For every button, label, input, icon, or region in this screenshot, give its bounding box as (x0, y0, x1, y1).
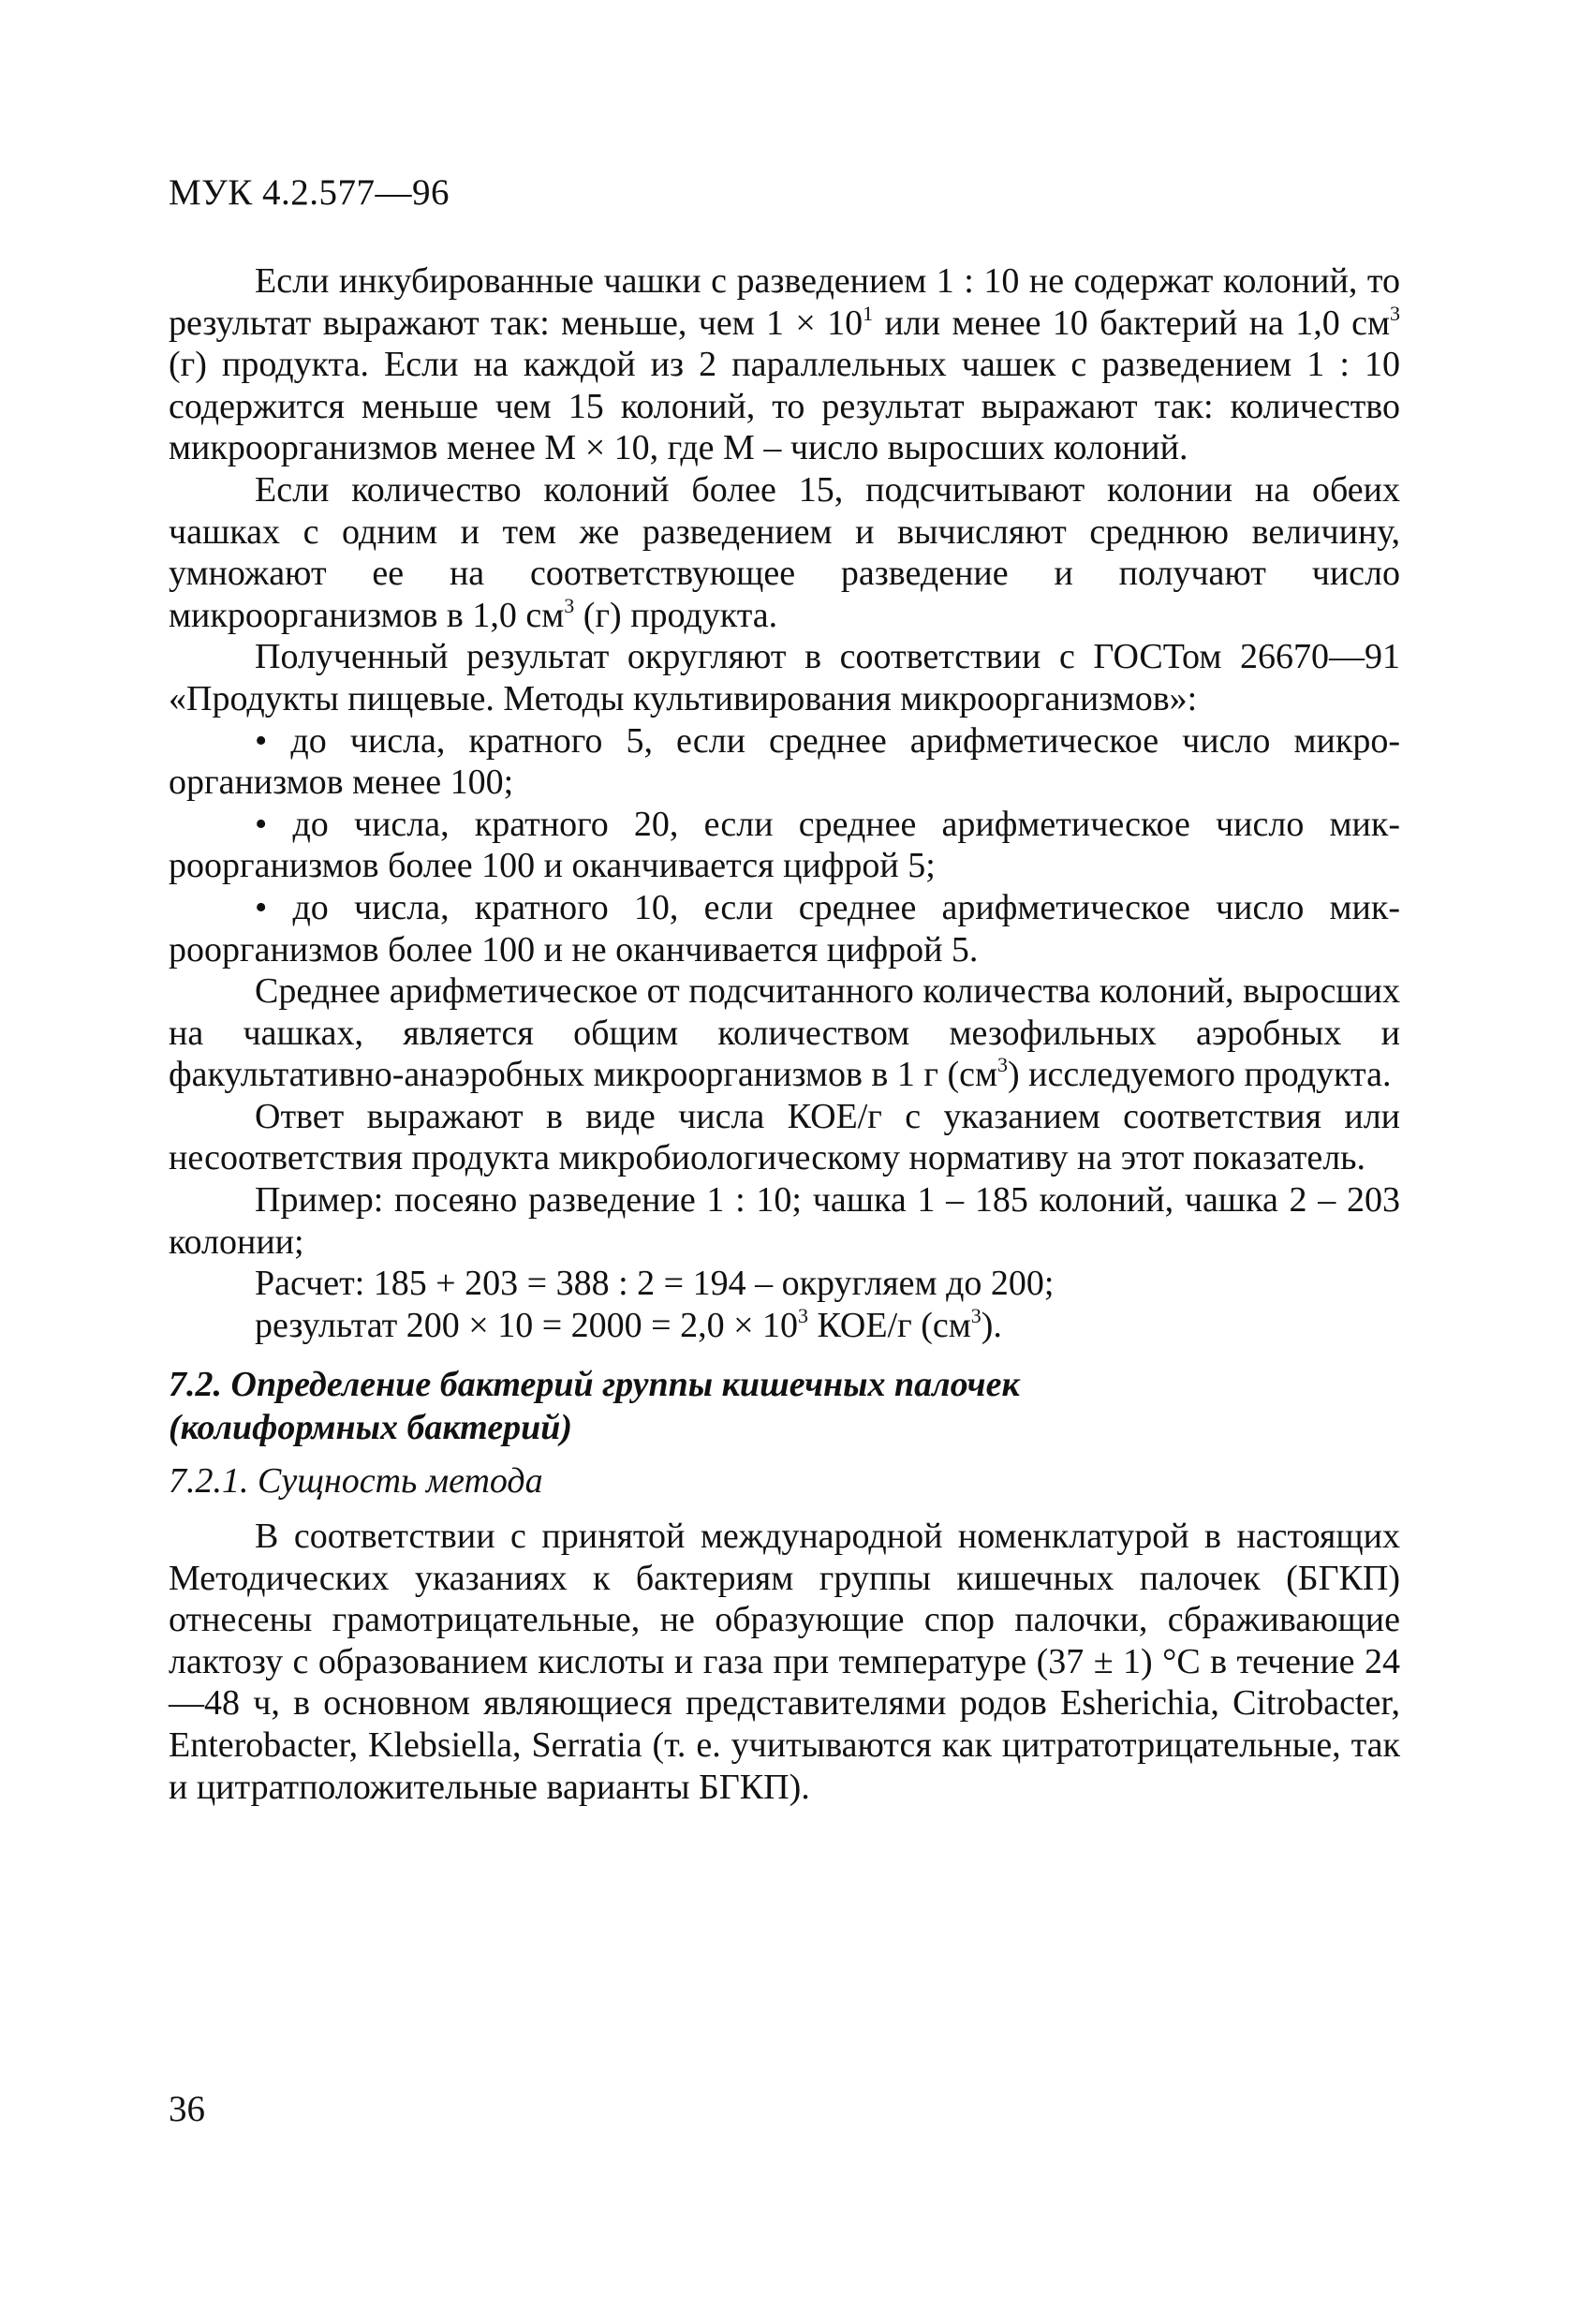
list-item: • до числа, кратного 5, если среднее арифметическое число микроорганизмов менее 100; (169, 720, 1400, 803)
result-line: результат $200 \times 10 = 2000 = 2,0 \times 10^3$ КОЕ/г $(см^3)$. (255, 1303, 1002, 1345)
section-title-line2: (колиформных бактерий) (169, 1408, 573, 1448)
paragraph: Среднее арифметическое от подсчитанного количества колоний, выросших на чашках, является общим количеством мезофильных аэробных и факультативно-анаэробных микроорганизмов в 1 г $(см^3)$ исследуемого продукта. (169, 971, 1400, 1095)
list-item: • до числа, кратного 10, если среднее арифметическое число микроорганизмов более 100 и не оканчивается цифрой 5. (169, 887, 1400, 970)
list-item: • до числа, кратного 20, если среднее арифметическое число микроорганизмов более 100 и оканчивается цифрой 5; (169, 804, 1400, 886)
subsection-title: 7.2.1. Сущность метода (169, 1461, 543, 1502)
body-text (169, 260, 1400, 1808)
paragraph: Ответ выражают в виде числа КОЕ/г с указанием соответствия или несоответствия продукта микробиологическому нормативу на этот показатель. (169, 1096, 1400, 1178)
section-title-line1: 7.2. Определение бактерий группы кишечных палочек (169, 1365, 1020, 1405)
paragraph: Если инкубированные чашки с разведением 1 : 10 не содержат колоний, то результат выражают так: меньше, чем $1 \times 10^1$ или менее 10 бактерий на 1,0 $см^3$ (г) продукта. Если на каждой из 2 параллельных чашек с разведением 1 : 10 содержится меньше чем 15 колоний, то результат выражают так: количество микроорганизмов менее М × 10, где М – число выросших колоний. (169, 261, 1400, 468)
example-line: Пример: посеяно разведение 1 : 10; чашка 1 – 185 колоний, чашка 2 – 203 колонии; (169, 1180, 1400, 1262)
paragraph: В соответствии с принятой международной номенклатурой в настоящих Методических указаниях к бактериям группы кишечных палочек (БГКП) отнесены грамотрицательные, не образующие спор палочки, сбраживающие лактозу с образованием кислоты и газа при температуре (37 ± 1) °С в течение 24—48 ч, в основном являющиеся представителями родов Esherichia, Citrobacter, Enterobacter, Klebsiella, Serratia (т. е. учитываются как цитратотрицательные, так и цитратположительные варианты БГКП). (169, 1517, 1400, 1807)
calculation-line: Расчет: 185 + 203 = 388 : 2 = 194 – округляем до 200; (255, 1264, 1055, 1304)
paragraph: Если количество колоний более 15, подсчитывают колонии на обеих чашках с одним и тем же разведением и вычисляют среднюю величину, умножают ее на соответствующее разведение и получают число микроорганизмов в 1,0 $см^3$ (г) продукта. (169, 469, 1400, 635)
document-header: МУК 4.2.577—96 (169, 172, 450, 213)
page-number: 36 (169, 2089, 205, 2129)
paragraph: Полученный результат округляют в соответствии с ГОСТом 26670—91 «Продукты пищевые. Методы культивирования микроорганизмов»: (169, 637, 1400, 718)
section-title (169, 1363, 1400, 1449)
